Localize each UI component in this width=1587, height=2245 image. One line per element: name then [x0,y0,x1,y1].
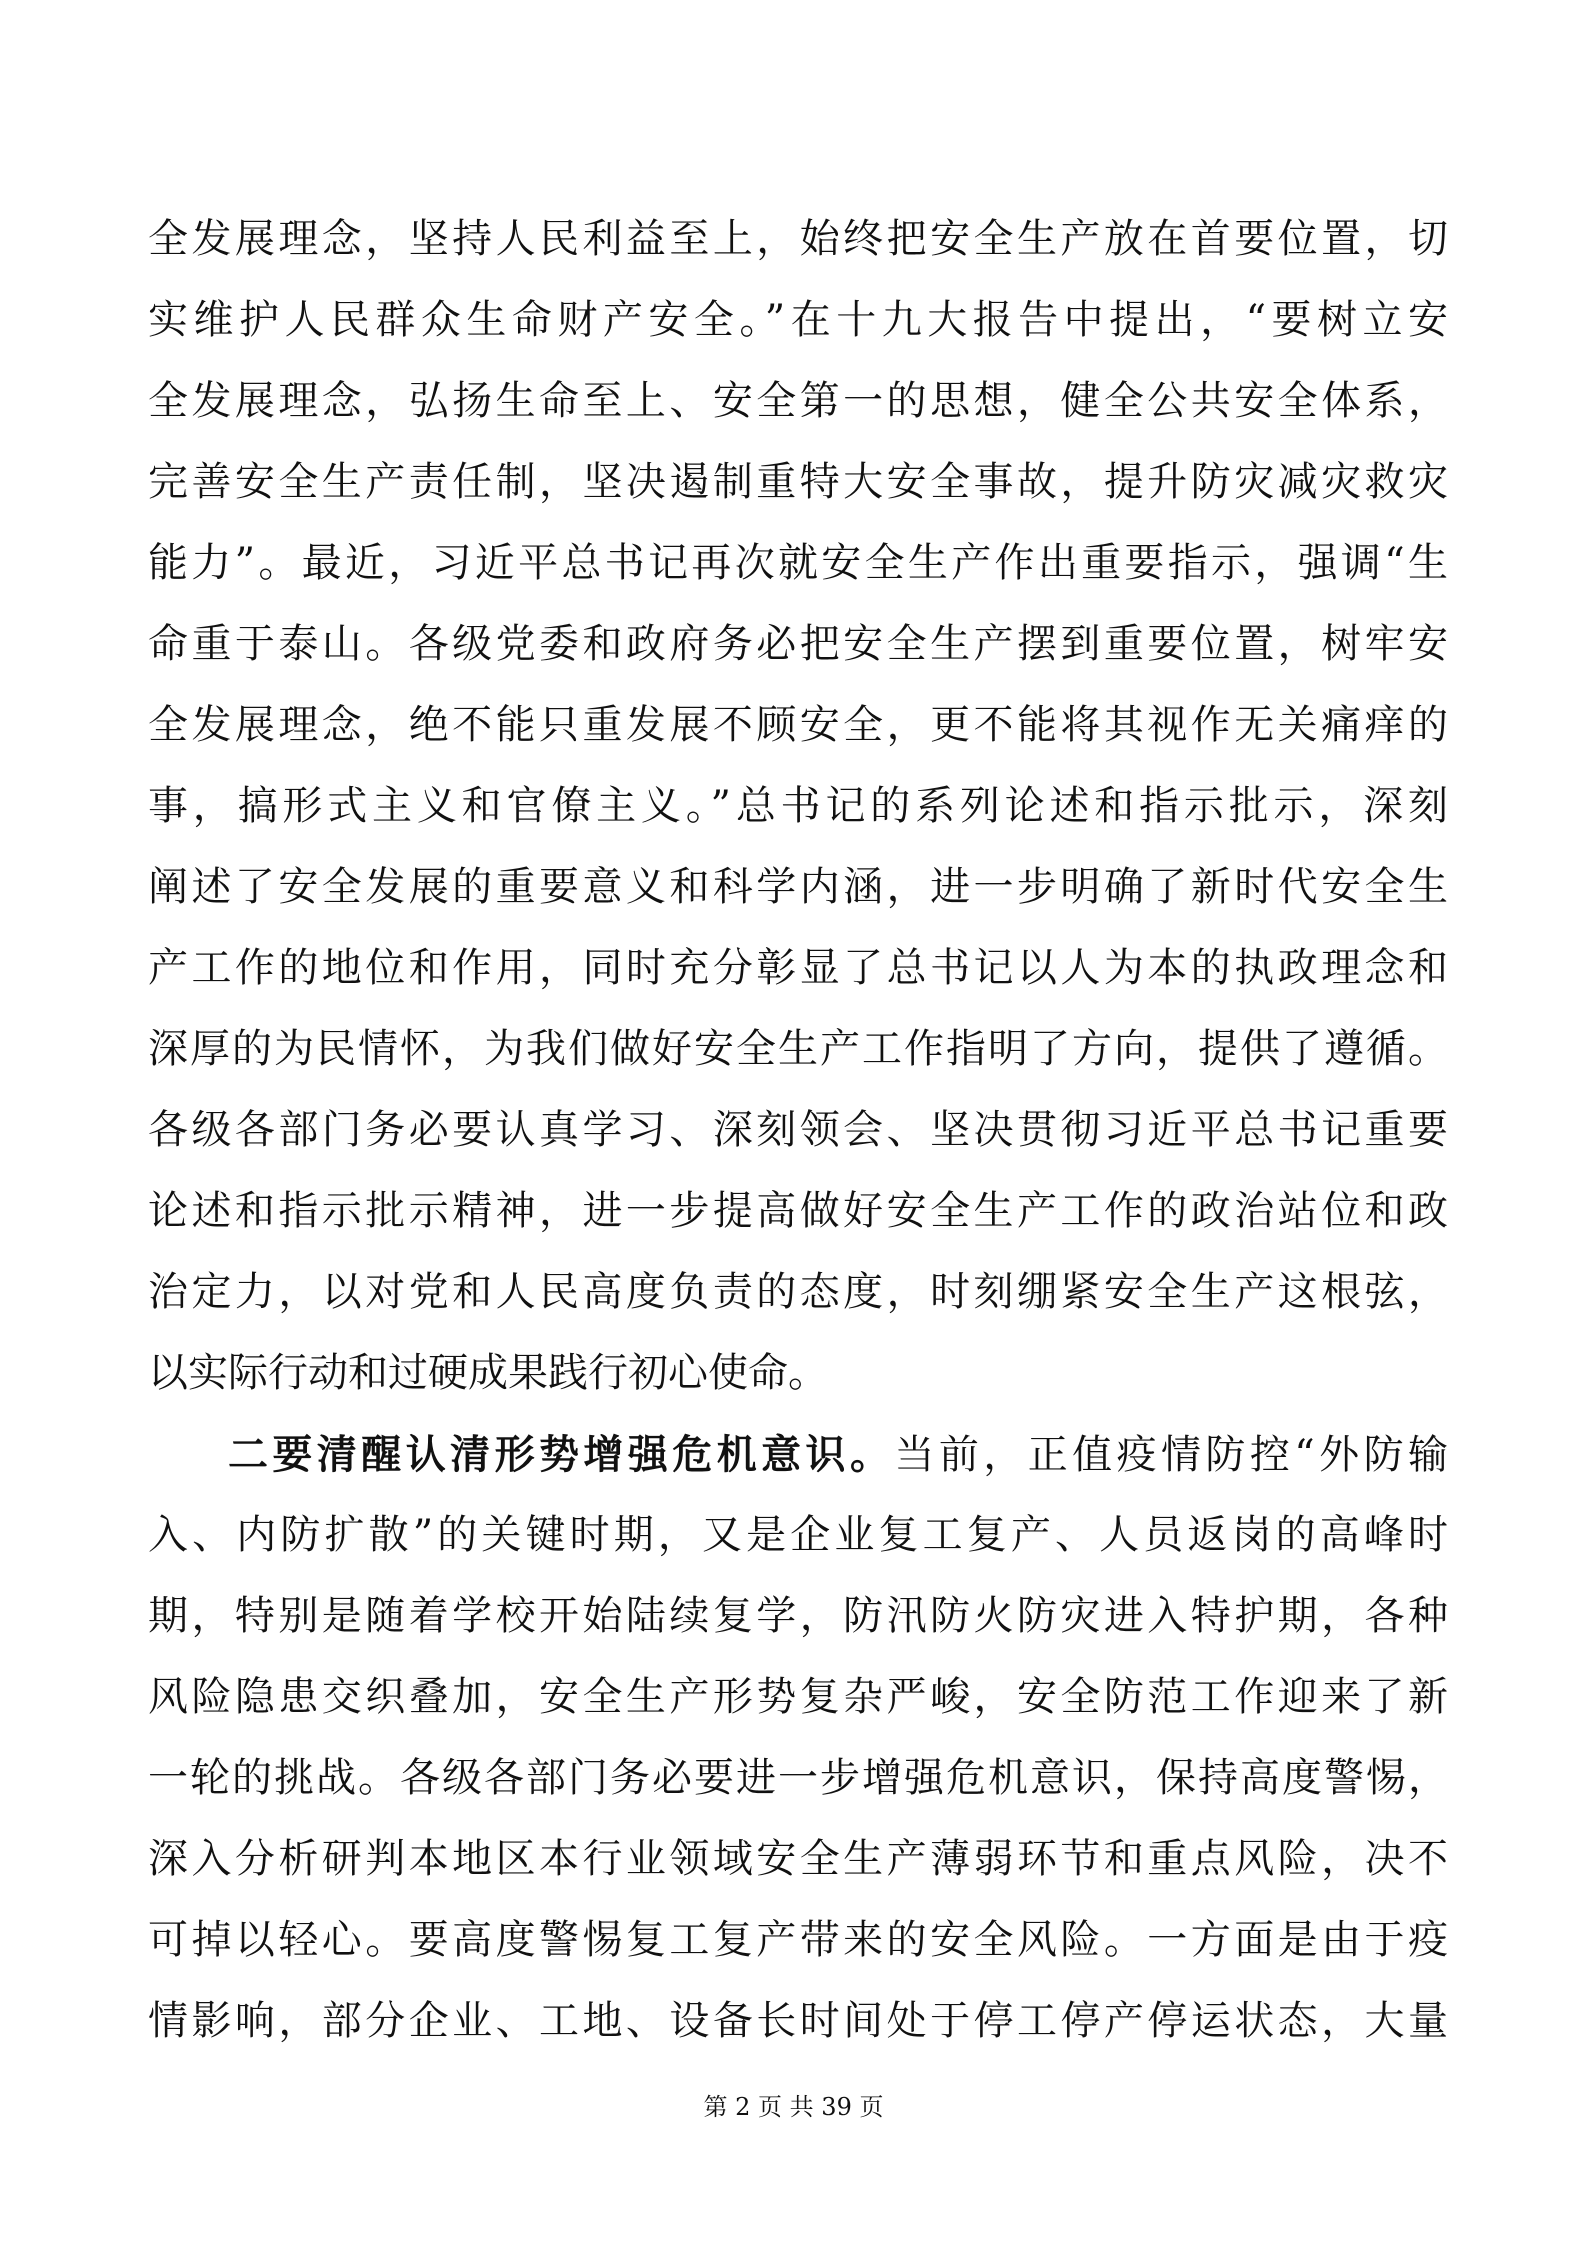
text-line: 深入分析研判本地区本行业领域安全生产薄弱环节和重点风险，决不 [148,1836,1448,1882]
text-line: 治定力，以对党和人民高度负责的态度，时刻绷紧安全生产这根弦， [148,1269,1448,1315]
text-line: 深厚的为民情怀，为我们做好安全生产工作指明了方向，提供了遵循。 [148,1026,1448,1072]
text-line: 全发展理念，坚持人民利益至上，始终把安全生产放在首要位置，切 [148,216,1448,262]
section-heading: 二要清醒认清形势增强危机意识。 [228,1431,895,1478]
body-text [148,199,1448,2062]
text-line: 论述和指示批示精神，进一步提高做好安全生产工作的政治站位和政 [148,1188,1448,1234]
text-line: 全发展理念，弘扬生命至上、安全第一的思想，健全公共安全体系， [148,378,1448,424]
text-line: 可掉以轻心。要高度警惕复工复产带来的安全风险。一方面是由于疫 [148,1917,1448,1963]
text-line: 阐述了安全发展的重要意义和科学内涵，进一步明确了新时代安全生 [148,864,1448,910]
page-number-footer: 第 2 页 共 39 页 [703,2093,884,2121]
text-line: 命重于泰山。各级党委和政府务必把安全生产摆到重要位置，树牢安 [148,621,1448,667]
text-line: 一轮的挑战。各级各部门务必要进一步增强危机意识，保持高度警惕， [148,1755,1448,1801]
text-line: 情影响，部分企业、工地、设备长时间处于停工停产停运状态，大量 [148,1998,1448,2044]
text-line: 各级各部门务必要认真学习、深刻领会、坚决贯彻习近平总书记重要 [148,1107,1448,1153]
text-line: 以实际行动和过硬成果践行初心使命。 [148,1350,828,1396]
text-line: 实维护人民群众生命财产安全。”在十九大报告中提出，“要树立安 [148,297,1448,343]
text-line: 全发展理念，绝不能只重发展不顾安全，更不能将其视作无关痛痒的 [148,702,1448,748]
text-line: 风险隐患交织叠加，安全生产形势复杂严峻，安全防范工作迎来了新 [148,1674,1448,1720]
text-line: 期，特别是随着学校开始陆续复学，防汛防火防灾进入特护期，各种 [148,1593,1448,1639]
section-heading-rest: 当前，正值疫情防控“外防输 [894,1432,1448,1478]
text-line: 事，搞形式主义和官僚主义。”总书记的系列论述和指示批示，深刻 [148,783,1448,829]
text-line: 产工作的地位和作用，同时充分彰显了总书记以人为本的执政理念和 [148,945,1448,991]
text-line: 能力”。最近，习近平总书记再次就安全生产作出重要指示，强调“生 [148,540,1448,586]
text-line: 入、内防扩散”的关键时期，又是企业复工复产、人员返岗的高峰时 [148,1512,1448,1558]
text-line: 完善安全生产责任制，坚决遏制重特大安全事故，提升防灾减灾救灾 [148,459,1448,505]
section-heading-line [148,1414,1448,1495]
